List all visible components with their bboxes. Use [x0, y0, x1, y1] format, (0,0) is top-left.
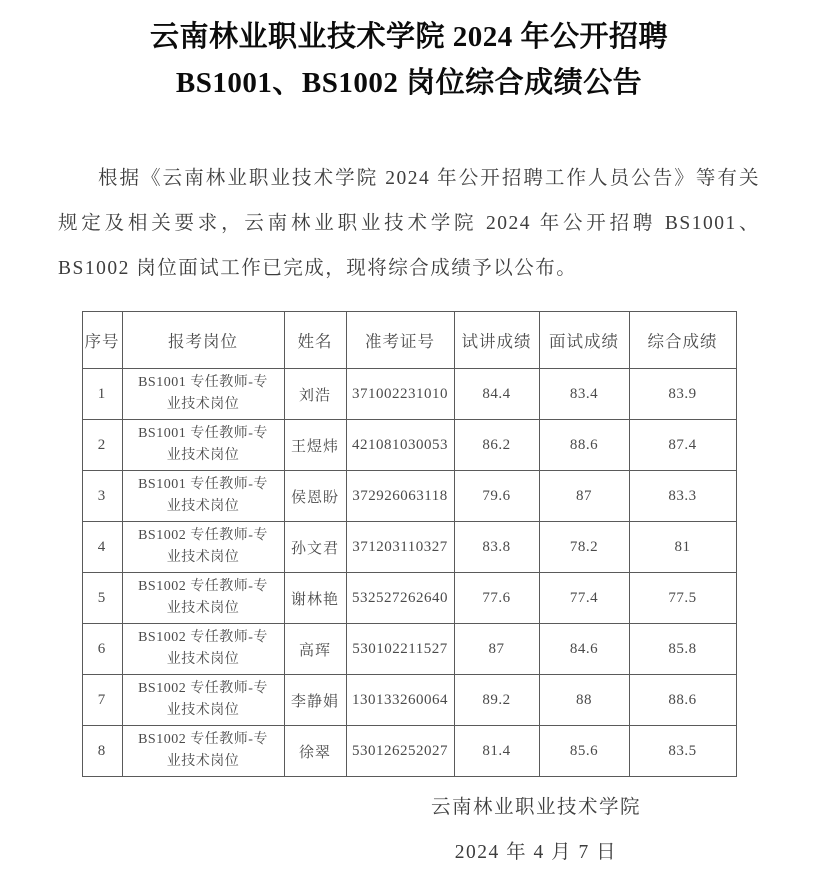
row-number-cell: 1	[82, 369, 122, 420]
position-cell: BS1002 专任教师-专业技术岗位	[122, 675, 284, 726]
lecture-score-cell: 77.6	[454, 573, 539, 624]
ticket-number-cell: 530126252027	[346, 726, 454, 777]
name-cell: 徐翠	[284, 726, 346, 777]
interview-score-cell: 78.2	[539, 522, 629, 573]
lecture-score-cell: 89.2	[454, 675, 539, 726]
position-cell: BS1001 专任教师-专业技术岗位	[122, 420, 284, 471]
column-header-0: 序号	[82, 312, 122, 369]
table-header-row	[82, 312, 736, 369]
position-cell: BS1002 专任教师-专业技术岗位	[122, 624, 284, 675]
position-cell: BS1002 专任教师-专业技术岗位	[122, 573, 284, 624]
interview-score-cell: 84.6	[539, 624, 629, 675]
lecture-score-cell: 84.4	[454, 369, 539, 420]
name-cell: 谢林艳	[284, 573, 346, 624]
lecture-score-cell: 83.8	[454, 522, 539, 573]
composite-score-cell: 87.4	[629, 420, 736, 471]
column-header-1: 报考岗位	[122, 312, 284, 369]
ticket-number-cell: 532527262640	[346, 573, 454, 624]
composite-score-cell: 85.8	[629, 624, 736, 675]
name-cell: 高珲	[284, 624, 346, 675]
composite-score-cell: 83.5	[629, 726, 736, 777]
column-header-2: 姓名	[284, 312, 346, 369]
name-cell: 王煜炜	[284, 420, 346, 471]
composite-score-cell: 81	[629, 522, 736, 573]
signature-org: 云南林业职业技术学院	[430, 797, 641, 818]
table-row	[82, 624, 736, 675]
interview-score-cell: 88	[539, 675, 629, 726]
row-number-cell: 2	[82, 420, 122, 471]
position-cell: BS1002 专任教师-专业技术岗位	[122, 726, 284, 777]
position-cell: BS1001 专任教师-专业技术岗位	[122, 471, 284, 522]
row-number-cell: 4	[82, 522, 122, 573]
interview-score-cell: 88.6	[539, 420, 629, 471]
table-row	[82, 369, 736, 420]
composite-score-cell: 88.6	[629, 675, 736, 726]
signature-date: 2024 年 4 月 7 日	[454, 842, 618, 863]
composite-score-cell: 83.9	[629, 369, 736, 420]
row-number-cell: 6	[82, 624, 122, 675]
lecture-score-cell: 81.4	[454, 726, 539, 777]
table-body	[82, 369, 736, 777]
column-header-5: 面试成绩	[539, 312, 629, 369]
row-number-cell: 7	[82, 675, 122, 726]
signature-block	[386, 785, 686, 875]
row-number-cell: 3	[82, 471, 122, 522]
table-row	[82, 573, 736, 624]
ticket-number-cell: 371203110327	[346, 522, 454, 573]
table-row	[82, 522, 736, 573]
interview-score-cell: 83.4	[539, 369, 629, 420]
table-row	[82, 726, 736, 777]
row-number-cell: 8	[82, 726, 122, 777]
ticket-number-cell: 371002231010	[346, 369, 454, 420]
document-title-line2: BS1001、BS1002 岗位综合成绩公告	[175, 67, 643, 99]
score-table	[82, 311, 737, 777]
interview-score-cell: 85.6	[539, 726, 629, 777]
position-cell: BS1002 专任教师-专业技术岗位	[122, 522, 284, 573]
lecture-score-cell: 86.2	[454, 420, 539, 471]
lecture-score-cell: 87	[454, 624, 539, 675]
row-number-cell: 5	[82, 573, 122, 624]
interview-score-cell: 77.4	[539, 573, 629, 624]
name-cell: 李静娟	[284, 675, 346, 726]
column-header-6: 综合成绩	[629, 312, 736, 369]
ticket-number-cell: 421081030053	[346, 420, 454, 471]
column-header-3: 准考证号	[346, 312, 454, 369]
name-cell: 侯恩盼	[284, 471, 346, 522]
name-cell: 孙文君	[284, 522, 346, 573]
composite-score-cell: 77.5	[629, 573, 736, 624]
table-row	[82, 471, 736, 522]
ticket-number-cell: 530102211527	[346, 624, 454, 675]
document-title-line1: 云南林业职业技术学院 2024 年公开招聘	[149, 21, 668, 53]
column-header-4: 试讲成绩	[454, 312, 539, 369]
composite-score-cell: 83.3	[629, 471, 736, 522]
position-cell: BS1001 专任教师-专业技术岗位	[122, 369, 284, 420]
document-title	[56, 14, 762, 106]
ticket-number-cell: 130133260064	[346, 675, 454, 726]
table-row	[82, 420, 736, 471]
name-cell: 刘浩	[284, 369, 346, 420]
ticket-number-cell: 372926063118	[346, 471, 454, 522]
lecture-score-cell: 79.6	[454, 471, 539, 522]
interview-score-cell: 87	[539, 471, 629, 522]
table-row	[82, 675, 736, 726]
announcement-paragraph: 根据《云南林业职业技术学院 2024 年公开招聘工作人员公告》等有关规定及相关要求，云南林业职业技术学院 2024 年公开招聘 BS1001、BS1002 岗位面试工作已完成，现将综合成绩予以公布。	[58, 168, 760, 279]
